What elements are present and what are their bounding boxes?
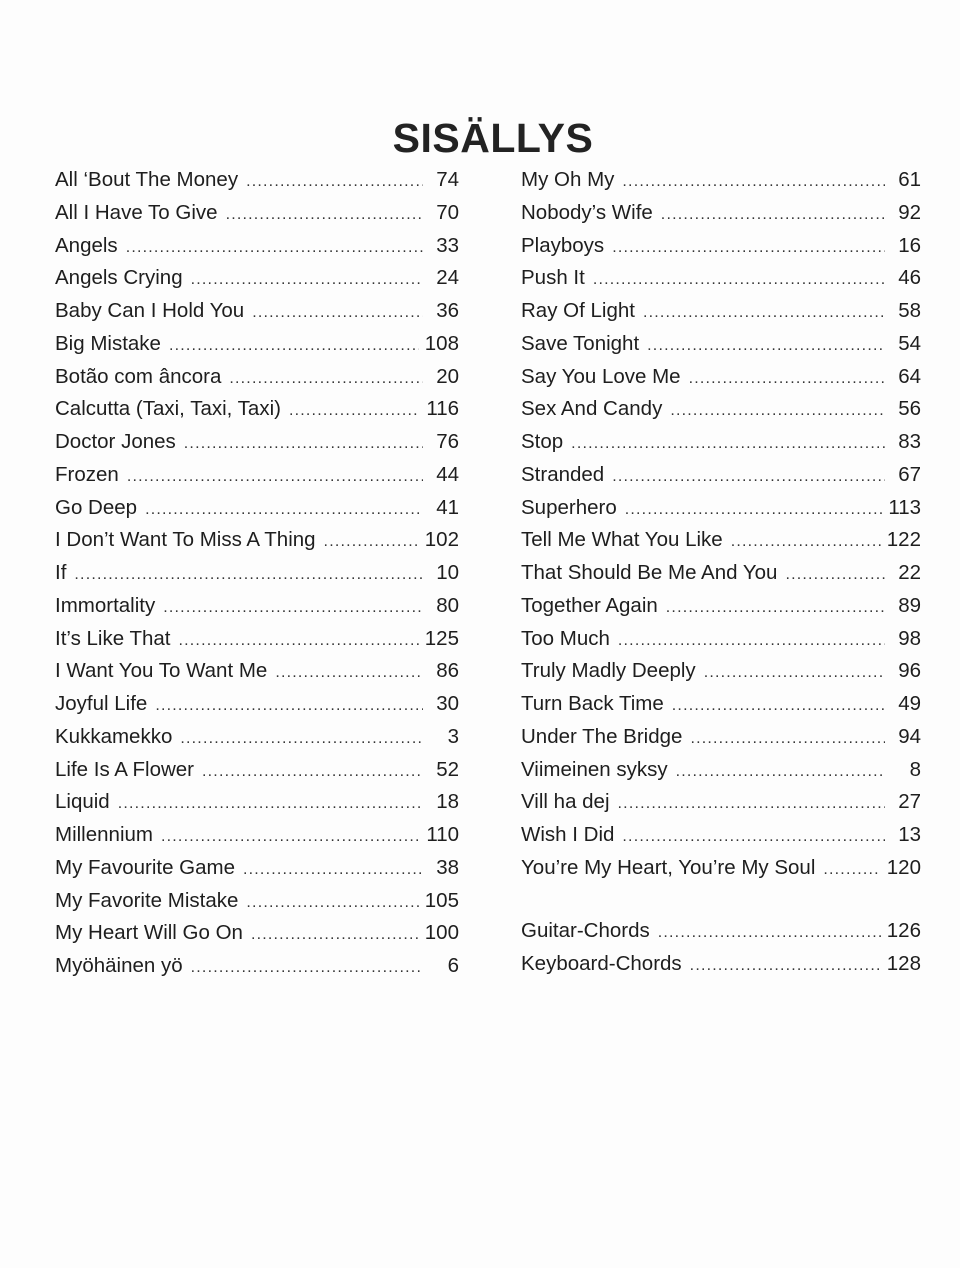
toc-entry-page-number: 61 — [898, 168, 921, 191]
toc-entry-title: My Favourite Game — [55, 855, 235, 879]
toc-entry-title: Ray Of Light — [521, 299, 635, 322]
dot-leader — [169, 330, 419, 363]
dot-leader — [252, 297, 423, 330]
toc-entry — [521, 197, 921, 230]
page-title: SISÄLLYS — [392, 115, 594, 162]
toc-entry-title: Say You Love Me — [521, 364, 681, 388]
toc-entry — [55, 557, 459, 590]
toc-entry — [521, 915, 921, 948]
dot-leader — [180, 723, 423, 756]
toc-entry-page-number: 10 — [436, 561, 459, 584]
toc-entry-title: My Favorite Mistake — [55, 888, 239, 912]
toc-entry-title: Baby Can I Hold You — [55, 299, 245, 322]
toc-entry-page-number: 128 — [886, 951, 921, 975]
dot-leader — [118, 788, 423, 821]
toc-entry-title: Too Much — [521, 626, 610, 650]
toc-entry-page-number: 96 — [898, 659, 921, 683]
toc-entry-page-number: 38 — [436, 855, 459, 879]
toc-entry — [521, 361, 921, 394]
toc-entry-title: Sex And Candy — [521, 397, 663, 421]
dot-leader — [324, 526, 419, 559]
dot-leader — [243, 854, 423, 887]
toc-entry-page-number: 44 — [436, 462, 459, 486]
toc-entry-title: I Don’t Want To Miss A Thing — [55, 528, 316, 552]
dot-leader — [226, 199, 423, 232]
toc-entry-title: That Should Be Me And You — [521, 561, 778, 584]
toc-entry-title: Viimeinen syksy — [521, 757, 668, 781]
toc-entry — [55, 230, 459, 263]
toc-entry-title: Wish I Did — [521, 823, 615, 846]
toc-entry-page-number: 76 — [436, 430, 459, 453]
dot-leader — [689, 363, 885, 396]
toc-entry-title: Frozen — [55, 462, 119, 486]
dot-leader — [163, 592, 423, 625]
toc-entry-title: Truly Madly Deeply — [521, 659, 696, 683]
toc-entry — [55, 950, 459, 983]
toc-entry-page-number: 100 — [424, 921, 459, 945]
toc-entry — [55, 786, 459, 819]
toc-entry-page-number: 33 — [436, 233, 459, 257]
dot-leader — [612, 461, 885, 494]
dot-leader — [178, 625, 418, 658]
dot-leader — [622, 166, 885, 199]
toc-entry — [521, 328, 921, 361]
toc-entry-page-number: 27 — [898, 790, 921, 814]
toc-entry-page-number: 98 — [898, 626, 921, 650]
toc-entry-title: Nobody’s Wife — [521, 200, 653, 224]
toc-entry — [55, 590, 459, 623]
toc-entry-title: Big Mistake — [55, 331, 161, 355]
toc-entry-page-number: 89 — [898, 593, 921, 617]
toc-entry — [55, 164, 459, 197]
dot-leader — [155, 690, 423, 723]
toc-entry — [521, 754, 921, 787]
toc-entry-page-number: 36 — [436, 299, 459, 322]
toc-entry-page-number: 54 — [898, 331, 921, 355]
toc-entry-title: Tell Me What You Like — [521, 528, 723, 552]
toc-entry — [55, 688, 459, 721]
toc-entry-page-number: 6 — [447, 954, 459, 977]
toc-entry-title: Save Tonight — [521, 331, 640, 355]
toc-entry-page-number: 74 — [436, 168, 459, 191]
dot-leader — [246, 887, 418, 920]
toc-right-column — [521, 164, 921, 885]
toc-entry — [521, 262, 921, 295]
toc-entry — [521, 948, 921, 981]
toc-entry-page-number: 116 — [426, 397, 459, 421]
toc-entry — [521, 819, 921, 852]
toc-entry — [521, 426, 921, 459]
dot-leader — [246, 166, 423, 199]
toc-entry-page-number: 120 — [886, 855, 921, 879]
toc-entry-title: Go Deep — [55, 495, 138, 519]
toc-entry — [55, 328, 459, 361]
dot-leader — [731, 526, 881, 559]
toc-entry-page-number: 122 — [886, 528, 921, 552]
toc-entry-page-number: 24 — [436, 266, 459, 290]
dot-leader — [593, 264, 885, 297]
toc-entry-title: Keyboard-Chords — [521, 951, 682, 975]
toc-entry — [55, 492, 459, 525]
toc-entry — [521, 295, 921, 328]
dot-leader — [658, 917, 881, 950]
toc-entry — [55, 655, 459, 688]
toc-entry-page-number: 56 — [898, 397, 921, 421]
toc-entry — [55, 295, 459, 328]
toc-entry-title: Guitar-Chords — [521, 919, 650, 942]
toc-entry — [55, 852, 459, 885]
dot-leader — [690, 723, 885, 756]
dot-leader — [666, 592, 885, 625]
toc-entry-title: Immortality — [55, 593, 156, 617]
toc-entry-title: Botão com âncora — [55, 364, 222, 388]
toc-left-column — [55, 164, 459, 983]
toc-entry — [55, 917, 459, 950]
toc-entry-page-number: 110 — [426, 823, 459, 846]
dot-leader — [612, 232, 885, 265]
toc-entry — [55, 754, 459, 787]
toc-entry-page-number: 3 — [447, 724, 459, 748]
toc-entry-page-number: 70 — [436, 200, 459, 224]
dot-leader — [618, 788, 885, 821]
toc-entry-title: Under The Bridge — [521, 724, 683, 748]
dot-leader — [643, 297, 885, 330]
toc-entry — [521, 557, 921, 590]
toc-entry-page-number: 83 — [898, 430, 921, 453]
toc-entry-page-number: 94 — [898, 724, 921, 748]
toc-entry-title: All ‘Bout The Money — [55, 168, 239, 191]
dot-leader — [126, 232, 423, 265]
dot-leader — [202, 756, 423, 789]
dot-leader — [823, 854, 880, 887]
toc-entry — [521, 164, 921, 197]
dot-leader — [676, 756, 885, 789]
toc-entry-title: You’re My Heart, You’re My Soul — [521, 855, 816, 879]
toc-entry-title: Myöhäinen yö — [55, 954, 183, 977]
toc-appendix — [521, 915, 921, 981]
toc-entry — [521, 786, 921, 819]
toc-entry-title: Playboys — [521, 233, 605, 257]
toc-entry-title: Angels — [55, 233, 118, 257]
toc-entry-page-number: 41 — [436, 495, 459, 519]
dot-leader — [275, 657, 423, 690]
toc-entry-title: Stranded — [521, 462, 605, 486]
toc-entry — [521, 852, 921, 885]
dot-leader — [251, 919, 419, 952]
toc-entry — [521, 230, 921, 263]
toc-entry-title: Superhero — [521, 495, 617, 519]
toc-entry-page-number: 92 — [898, 200, 921, 224]
toc-entry-title: My Oh My — [521, 168, 615, 191]
toc-entry-page-number: 16 — [898, 233, 921, 257]
toc-entry — [55, 885, 459, 918]
toc-entry-title: Push It — [521, 266, 585, 290]
toc-entry-title: Stop — [521, 430, 564, 453]
toc-entry-page-number: 113 — [888, 495, 921, 519]
toc-entry — [55, 361, 459, 394]
toc-entry-title: I Want You To Want Me — [55, 659, 268, 683]
toc-entry-title: Vill ha dej — [521, 790, 610, 814]
toc-entry-title: It’s Like That — [55, 626, 171, 650]
toc-entry-title: Kukkamekko — [55, 724, 173, 748]
dot-leader — [625, 494, 883, 527]
dot-leader — [191, 952, 423, 985]
dot-leader — [622, 821, 885, 854]
dot-leader — [145, 494, 423, 527]
toc-entry — [521, 590, 921, 623]
dot-leader — [74, 559, 423, 592]
toc-entry-page-number: 22 — [898, 561, 921, 584]
toc-entry-page-number: 58 — [898, 299, 921, 322]
toc-entry — [521, 524, 921, 557]
toc-entry — [55, 393, 459, 426]
dot-leader — [184, 428, 423, 461]
dot-leader — [618, 625, 885, 658]
dot-leader — [161, 821, 420, 854]
toc-entry-title: Calcutta (Taxi, Taxi, Taxi) — [55, 397, 281, 421]
toc-entry-title: Doctor Jones — [55, 430, 176, 453]
toc-entry — [55, 721, 459, 754]
toc-entry-page-number: 52 — [436, 757, 459, 781]
dot-leader — [191, 264, 423, 297]
toc-entry-page-number: 105 — [424, 888, 459, 912]
dot-leader — [690, 950, 881, 983]
toc-entry — [55, 524, 459, 557]
toc-entry — [521, 655, 921, 688]
dot-leader — [785, 559, 885, 592]
dot-leader — [571, 428, 885, 461]
toc-entry — [55, 262, 459, 295]
toc-entry-page-number: 46 — [898, 266, 921, 290]
toc-entry-page-number: 18 — [436, 790, 459, 814]
toc-entry — [55, 459, 459, 492]
toc-entry-page-number: 67 — [898, 462, 921, 486]
dot-leader — [127, 461, 423, 494]
toc-entry-page-number: 64 — [898, 364, 921, 388]
toc-entry-title: If — [55, 561, 67, 584]
toc-entry-title: Together Again — [521, 593, 658, 617]
toc-entry-title: All I Have To Give — [55, 200, 218, 224]
toc-entry-page-number: 13 — [898, 823, 921, 846]
toc-entry-title: Millennium — [55, 823, 153, 846]
toc-entry-title: Turn Back Time — [521, 692, 664, 715]
toc-entry-title: My Heart Will Go On — [55, 921, 243, 945]
toc-entry-page-number: 108 — [424, 331, 459, 355]
dot-leader — [647, 330, 885, 363]
toc-entry-page-number: 80 — [436, 593, 459, 617]
toc-entry — [521, 721, 921, 754]
toc-entry-title: Liquid — [55, 790, 110, 814]
toc-entry — [55, 623, 459, 656]
toc-entry-page-number: 86 — [436, 659, 459, 683]
toc-entry-title: Life Is A Flower — [55, 757, 195, 781]
toc-entry-page-number: 125 — [424, 626, 459, 650]
dot-leader — [670, 395, 885, 428]
toc-entry — [521, 459, 921, 492]
toc-entry-title: Joyful Life — [55, 692, 148, 715]
toc-entry — [521, 688, 921, 721]
dot-leader — [661, 199, 885, 232]
toc-entry-page-number: 8 — [909, 757, 921, 781]
toc-entry — [55, 819, 459, 852]
toc-entry — [55, 426, 459, 459]
toc-entry-page-number: 102 — [424, 528, 459, 552]
toc-entry-page-number: 49 — [898, 692, 921, 715]
dot-leader — [672, 690, 885, 723]
toc-entry-page-number: 126 — [886, 919, 921, 942]
dot-leader — [704, 657, 885, 690]
dot-leader — [289, 395, 420, 428]
toc-entry-page-number: 20 — [436, 364, 459, 388]
toc-entry-title: Angels Crying — [55, 266, 183, 290]
toc-entry — [521, 393, 921, 426]
toc-entry — [521, 492, 921, 525]
toc-entry — [521, 623, 921, 656]
toc-entry-page-number: 30 — [436, 692, 459, 715]
dot-leader — [229, 363, 423, 396]
toc-entry — [55, 197, 459, 230]
